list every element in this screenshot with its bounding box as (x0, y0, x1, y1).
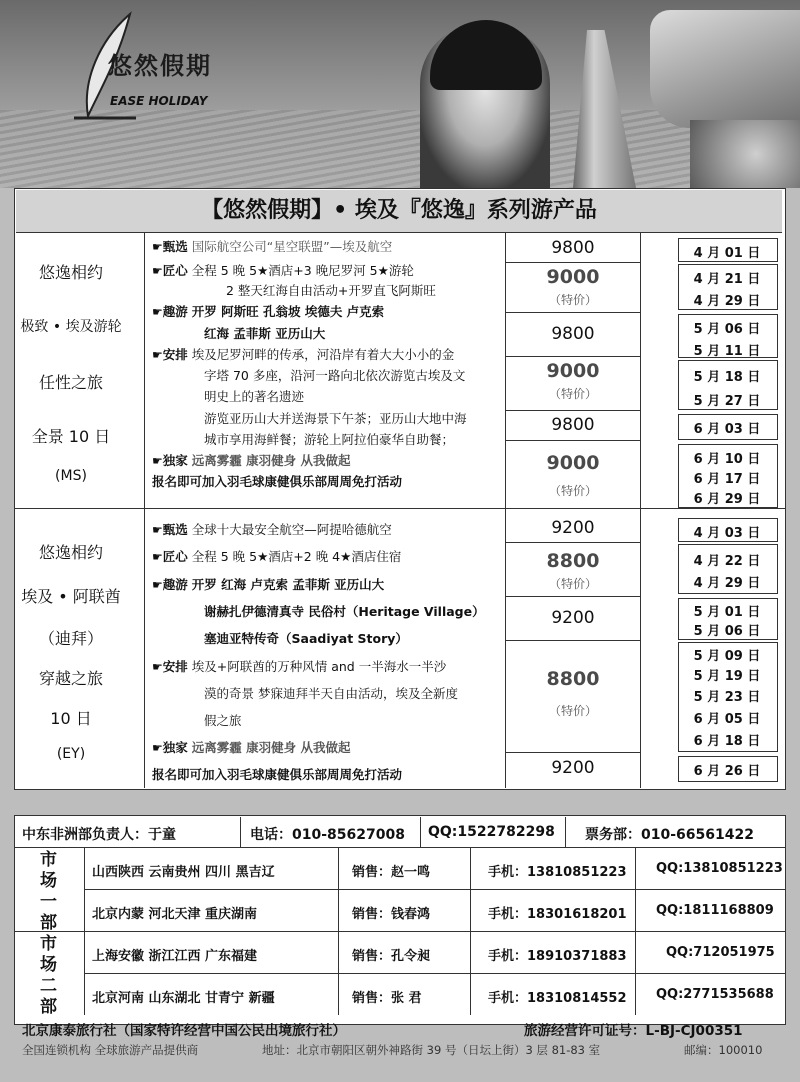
list-item: 红海 孟菲斯 亚历山大 (204, 326, 326, 341)
pointing-hand-icon: ☛ (152, 550, 163, 564)
license-number: 旅游经营许可证号：L-BJ-CJ00351 (524, 1023, 743, 1039)
date-item: 4 月 22 日 (693, 554, 761, 569)
divider (565, 817, 566, 847)
list-item: 明史上的著名遗迹 (204, 389, 305, 404)
group1-label-3: 任性之旅 (38, 373, 103, 392)
postcode: 邮编：100010 (684, 1043, 763, 1057)
lion-image (690, 120, 800, 188)
mobile-cell: 手机：18910371883 (488, 949, 627, 964)
qq-cell: QQ:2771535688 (656, 987, 774, 1002)
date-item: 5 月 11 日 (693, 344, 761, 359)
pointing-hand-icon: ☛ (152, 348, 163, 362)
date-item: 5 月 23 日 (693, 690, 761, 705)
mobile-cell: 手机：18301618201 (488, 907, 627, 922)
mobile-cell: 手机：13810851223 (488, 865, 627, 880)
page-title: 【悠然假期】• 埃及『悠逸』系列游产品 (16, 190, 782, 233)
region-cell: 北京河南 山东湖北 甘青宁 新疆 (92, 991, 275, 1006)
date-item: 4 月 01 日 (693, 246, 761, 261)
slogan: 全国连锁机构 全球旅游产品提供商 (22, 1043, 199, 1057)
pointing-hand-icon: ☛ (152, 523, 163, 537)
divider (505, 752, 640, 753)
list-item: ☛安排 埃及+阿联酋的万种风情 and 一半海水一半沙 (152, 659, 447, 674)
price-value: 9000 (546, 360, 600, 382)
group2-label-3: （迪拜） (38, 629, 103, 648)
divider (14, 931, 786, 932)
group1-label-5: (MS) (55, 468, 87, 484)
list-item: 谢赫扎伊德清真寺 民俗村（Heritage Village） (204, 604, 485, 619)
date-item: 6 月 05 日 (693, 712, 761, 727)
sales-cell: 销售：孔令昶 (352, 949, 431, 964)
date-item: 4 月 29 日 (693, 294, 761, 309)
list-item: ☛甄选 国际航空公司“星空联盟”—埃及航空 (152, 239, 393, 254)
list-item: ☛甄选 全球十大最安全航空—阿提哈德航空 (152, 522, 392, 537)
list-item: ☛安排 埃及尼罗河畔的传承，河沿岸有着大大小小的金 (152, 347, 455, 362)
address: 地址：北京市朝阳区朝外神路街 39 号（日坛上街）3 层 81-83 室 (262, 1043, 601, 1057)
date-item: 5 月 19 日 (693, 669, 761, 684)
divider (505, 542, 640, 543)
mobile-cell: 手机：18310814552 (488, 991, 627, 1006)
divider (505, 356, 640, 357)
divider (505, 312, 640, 313)
date-item: 5 月 18 日 (693, 370, 761, 385)
phone-number: 电话：010-85627008 (250, 827, 405, 843)
list-item: 城市享用海鲜餐；游轮上阿拉伯豪华自助餐； (204, 432, 455, 447)
burj-al-arab-image (566, 30, 636, 188)
group1-label-2: 极致 • 埃及游轮 (20, 319, 122, 335)
company-name: 北京康泰旅行社（国家特许经营中国公民出境旅行社） (22, 1023, 346, 1039)
ticket-phone: 票务部：010-66561422 (585, 827, 754, 843)
group2-label-6: (EY) (56, 746, 86, 762)
price-value: 8800 (546, 668, 600, 690)
list-item: ☛趣游 开罗 阿斯旺 孔翁坡 埃德夫 卢克索 (152, 304, 385, 319)
list-item: 游览亚历山大并送海景下午茶；亚历山大地中海 (204, 411, 467, 426)
price-value: 9000 (546, 452, 600, 474)
divider (505, 410, 640, 411)
date-item: 6 月 03 日 (693, 422, 761, 437)
date-item: 6 月 29 日 (693, 492, 761, 507)
group1-label-1: 悠逸相约 (38, 263, 103, 282)
pointing-hand-icon: ☛ (152, 578, 163, 592)
group2-label-5: 10 日 (50, 709, 92, 728)
portrait-headdress (430, 20, 542, 90)
price-value: 9200 (551, 608, 595, 628)
divider (505, 596, 640, 597)
price-note: （特价） (548, 293, 597, 307)
price-note: （特价） (548, 484, 597, 498)
brand-subtitle: EASE HOLIDAY (110, 94, 208, 108)
list-item: 报名即可加入羽毛球康健俱乐部周周免打活动 (152, 767, 403, 782)
group2-label-2: 埃及 • 阿联酋 (21, 587, 121, 606)
date-item: 5 月 06 日 (693, 322, 761, 337)
list-item: ☛趣游 开罗 红海 卢克索 孟菲斯 亚历山大 (152, 577, 385, 592)
list-item: 字塔 70 多座，沿河一路向北依次游览古埃及文 (204, 368, 466, 383)
date-item: 4 月 03 日 (693, 526, 761, 541)
list-item: 假之旅 (204, 713, 242, 728)
qq-cell: QQ:1811168809 (656, 903, 774, 918)
group-divider (14, 508, 786, 509)
divider (420, 817, 421, 847)
qq-number: QQ:1522782298 (428, 824, 555, 840)
price-note: （特价） (548, 704, 597, 718)
region-cell: 山西陕西 云南贵州 四川 黑吉辽 (92, 865, 275, 880)
divider (505, 440, 640, 441)
pointing-hand-icon: ☛ (152, 264, 163, 278)
list-item: ☛独家 远离雾霾 康羽健身 从我做起 (152, 740, 351, 755)
group2-label-4: 穿越之旅 (38, 669, 103, 688)
region-cell: 北京内蒙 河北天津 重庆湖南 (92, 907, 258, 922)
sales-cell: 销售：赵一鸣 (352, 865, 431, 880)
market-label-1: 市场一部 (40, 850, 57, 933)
pointing-hand-icon: ☛ (152, 305, 163, 319)
list-item: 塞迪亚特传奇（Saadiyat Story） (204, 631, 408, 646)
price-note: （特价） (548, 387, 597, 401)
divider (338, 847, 339, 1015)
qq-cell: QQ:712051975 (666, 945, 775, 960)
price-value: 9200 (551, 758, 595, 778)
pointing-hand-icon: ☛ (152, 660, 163, 674)
price-value: 8800 (546, 550, 600, 572)
date-item: 5 月 01 日 (693, 605, 761, 620)
date-item: 4 月 29 日 (693, 576, 761, 591)
sales-cell: 销售：张 君 (352, 991, 422, 1006)
region-cell: 上海安徽 浙江江西 广东福建 (92, 949, 258, 964)
date-item: 6 月 17 日 (693, 472, 761, 487)
price-note: （特价） (548, 577, 597, 591)
list-item: 漠的奇景 梦寐迪拜半天自由活动，埃及全新度 (204, 686, 458, 701)
department-head: 中东非洲部负责人：于童 (22, 827, 176, 843)
list-item: ☛匠心 全程 5 晚 5★酒店+2 晚 4★酒店住宿 (152, 549, 402, 564)
divider (640, 233, 641, 788)
date-item: 5 月 06 日 (693, 624, 761, 639)
date-item: 4 月 21 日 (693, 272, 761, 287)
pointing-hand-icon: ☛ (152, 454, 163, 468)
list-item: ☛匠心 全程 5 晚 5★酒店+3 晚尼罗河 5★游轮 (152, 263, 414, 278)
divider (240, 817, 241, 847)
list-item: 2 整天红海自由活动+开罗直飞阿斯旺 (226, 283, 436, 298)
price-value: 9800 (551, 238, 595, 258)
list-item: ☛独家 远离雾霾 康羽健身 从我做起 (152, 453, 351, 468)
date-item: 5 月 09 日 (693, 649, 761, 664)
pointing-hand-icon: ☛ (152, 240, 163, 254)
price-value: 9000 (546, 266, 600, 288)
statue-image (650, 10, 800, 128)
divider (505, 640, 640, 641)
divider (84, 973, 786, 974)
group2-label-1: 悠逸相约 (38, 543, 103, 562)
date-item: 6 月 18 日 (693, 734, 761, 749)
pointing-hand-icon: ☛ (152, 741, 163, 755)
divider (470, 847, 471, 1015)
date-item: 6 月 26 日 (693, 764, 761, 779)
divider (635, 847, 636, 1015)
qq-cell: QQ:13810851223 (656, 861, 783, 876)
sales-cell: 销售：钱春鸿 (352, 907, 431, 922)
market-label-2: 市场二部 (40, 934, 57, 1017)
date-item: 5 月 27 日 (693, 394, 761, 409)
list-item: 报名即可加入羽毛球康健俱乐部周周免打活动 (152, 474, 403, 489)
price-value: 9800 (551, 324, 595, 344)
header-banner (0, 0, 800, 188)
price-value: 9800 (551, 415, 595, 435)
group1-label-4: 全景 10 日 (31, 427, 111, 446)
price-value: 9200 (551, 518, 595, 538)
divider (505, 262, 640, 263)
divider (84, 847, 85, 1015)
date-item: 6 月 10 日 (693, 452, 761, 467)
brand-name: 悠然假期 (108, 52, 212, 80)
divider (14, 847, 786, 848)
divider (84, 889, 786, 890)
